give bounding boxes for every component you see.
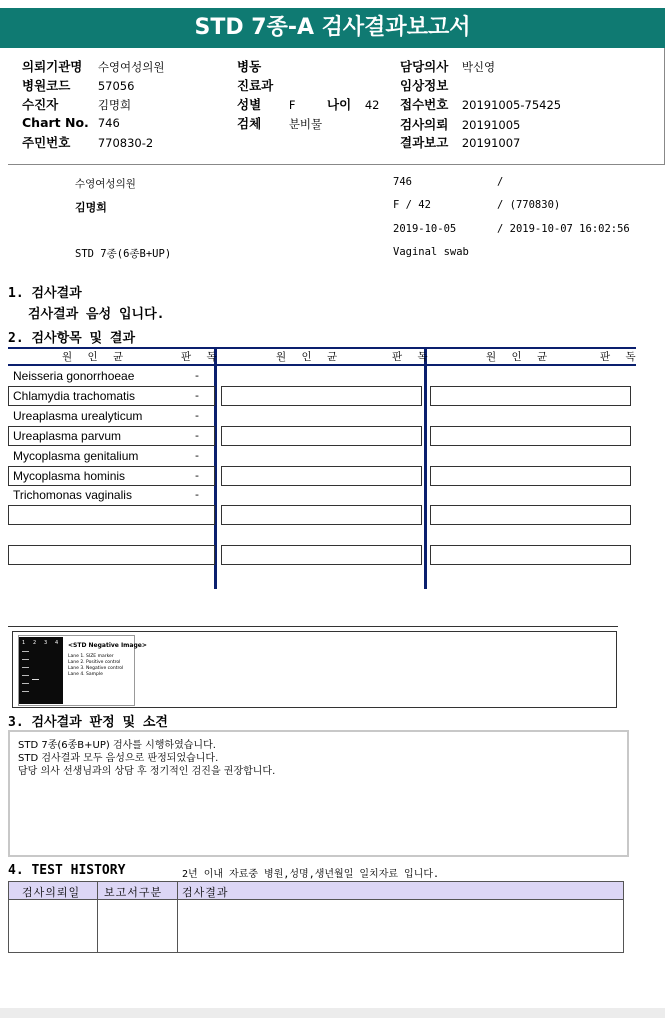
label-specimen: 검체 [237, 116, 262, 131]
label-clinical-info: 임상정보 [400, 78, 449, 93]
organism-result: - [195, 469, 199, 482]
label-requesting-clinic: 의뢰기관명 [22, 59, 83, 74]
gel-lane-legend: Lane 4. Sample [68, 672, 103, 677]
history-col-result: 검사결과 [182, 886, 229, 899]
header-sex [237, 95, 295, 113]
gel-lane-number: 1 [22, 640, 26, 646]
organism-result: - [195, 389, 199, 402]
th-result-3: 판 독 [600, 351, 642, 363]
value-requesting-clinic: 수영여성의원 [97, 60, 165, 74]
header-patient [22, 95, 131, 113]
header-receipt-no [400, 95, 561, 113]
organism-name: Mycoplasma hominis [13, 469, 126, 483]
organism-result: - [195, 409, 199, 422]
sub-slash: / [497, 176, 504, 188]
label-chart-no: Chart No. [22, 115, 89, 130]
organism-name: Ureaplasma urealyticum [13, 409, 143, 423]
section3-title: 3. 검사결과 판정 및 소견 [8, 715, 168, 730]
gel-lane-legend: Lane 2. Positive control [68, 660, 121, 665]
sub-chart: 746 [393, 176, 412, 188]
header-divider [8, 164, 665, 165]
header-ward [237, 57, 265, 75]
label-resident-no: 주민번호 [22, 135, 71, 150]
header-requesting-clinic [22, 57, 164, 75]
value-resident-no: 770830-2 [97, 136, 154, 150]
header-clinical-info [400, 76, 462, 94]
sub-clinic: 수영여성의원 [75, 178, 136, 190]
judgement-line: 담당 의사 선생님과의 상담 후 정기적인 검진을 권장합니다. [18, 766, 276, 777]
value-hospital-code: 57056 [97, 79, 135, 93]
value-patient: 김명희 [97, 98, 132, 112]
header-dept [237, 76, 277, 94]
history-column-divider [177, 881, 178, 953]
report-title: STD 7종-A 검사결과보고서 [0, 8, 665, 48]
section2-title: 2. 검사항목 및 결과 [8, 331, 136, 346]
table-row-box [430, 466, 631, 486]
th-result-2: 판 독 [392, 351, 434, 363]
sub-test-name: STD 7종(6종B+UP) [75, 248, 172, 260]
th-organism-2: 원 인 균 [276, 351, 344, 363]
organism-name: Mycoplasma genitalium [13, 449, 139, 463]
sub-sex-age: F / 42 [393, 199, 431, 211]
table-row-box [8, 505, 215, 525]
gel-lane-number: 3 [44, 640, 48, 646]
label-receipt-no: 접수번호 [400, 97, 449, 112]
th-organism-3: 원 인 균 [486, 351, 554, 363]
judgement-line: STD 검사결과 모두 음성으로 판정되었습니다. [18, 753, 219, 764]
header-doctor [400, 57, 495, 75]
header-resident-no [22, 133, 153, 151]
organism-name: Neisseria gonorrhoeae [13, 369, 135, 383]
sub-report-datetime: / 2019-10-07 16:02:56 [497, 223, 630, 235]
value-request-date: 20191005 [461, 118, 521, 132]
label-sex: 성별 [237, 97, 262, 112]
value-sex: F [288, 98, 296, 112]
table-header-rule [8, 364, 636, 366]
sub-specimen: Vaginal swab [393, 246, 469, 258]
value-specimen: 분비물 [288, 117, 323, 131]
value-report-date: 20191007 [461, 136, 521, 150]
value-age: 42 [364, 98, 380, 112]
gel-electrophoresis-image [19, 637, 63, 704]
section1-title: 1. 검사결과 [8, 286, 82, 301]
sub-jumin: / (770830) [497, 199, 561, 211]
label-report-date: 결과보고 [400, 135, 449, 150]
history-note: 2년 이내 자료중 병원,성명,생년월일 일치자료 입니다. [182, 869, 440, 880]
table-row-box [430, 505, 631, 525]
gel-image-title: <STD Negative Image> [68, 642, 147, 649]
table-row-box [430, 545, 631, 565]
table-row-box [430, 386, 631, 406]
gel-lane-legend: Lane 1. SIZE marker [68, 654, 114, 659]
value-chart-no: 746 [97, 116, 120, 130]
judgement-line: STD 7종(6종B+UP) 검사를 시행하였습니다. [18, 740, 216, 751]
gel-lane-number: 2 [33, 640, 37, 646]
gel-lane-number: 4 [55, 640, 59, 646]
organism-result: - [195, 449, 199, 462]
history-col-report-type: 보고서구분 [104, 886, 163, 899]
section1-summary: 검사결과 음성 입니다. [28, 307, 165, 322]
sub-name: 김명희 [75, 201, 107, 214]
label-doctor: 담당의사 [400, 59, 449, 74]
table-row-box [221, 505, 422, 525]
history-col-request-date: 검사의뢰일 [22, 886, 81, 899]
label-dept: 진료과 [237, 78, 274, 93]
table-row-box [430, 426, 631, 446]
sub-request-date: 2019-10-05 [393, 223, 457, 235]
image-top-rule [8, 626, 618, 627]
th-result-1: 판 독 [181, 351, 223, 363]
table-row-box [221, 386, 422, 406]
header-specimen [237, 114, 322, 132]
table-row-box [8, 545, 215, 565]
table-row-box [221, 545, 422, 565]
organism-name: Ureaplasma parvum [13, 429, 122, 443]
history-table-header [8, 881, 624, 900]
value-doctor: 박신영 [461, 60, 496, 74]
header-request-date [400, 115, 520, 133]
organism-name: Chlamydia trachomatis [13, 389, 136, 403]
table-row-box [221, 466, 422, 486]
header-report-date [400, 133, 520, 151]
th-organism-1: 원 인 균 [62, 351, 130, 363]
organism-result: - [195, 429, 199, 442]
table-column-divider-2 [424, 347, 427, 589]
organism-result: - [195, 369, 199, 382]
value-receipt-no: 20191005-75425 [461, 98, 562, 112]
label-patient: 수진자 [22, 97, 59, 112]
gel-lane-legend: Lane 3. Negative control [68, 666, 124, 671]
table-row-box [221, 426, 422, 446]
label-ward: 병동 [237, 59, 262, 74]
page-footer [0, 1008, 665, 1018]
label-request-date: 검사의뢰 [400, 117, 449, 132]
header-chart-no [22, 115, 120, 130]
label-hospital-code: 병원코드 [22, 78, 71, 93]
label-age: 나이 [327, 97, 352, 112]
section4-title: 4. TEST HISTORY [8, 863, 126, 878]
history-column-divider [97, 881, 98, 953]
header-hospital-code [22, 76, 134, 94]
organism-name: Trichomonas vaginalis [13, 488, 132, 502]
organism-result: - [195, 488, 199, 501]
history-table-body [8, 900, 624, 953]
header-age [327, 95, 379, 113]
